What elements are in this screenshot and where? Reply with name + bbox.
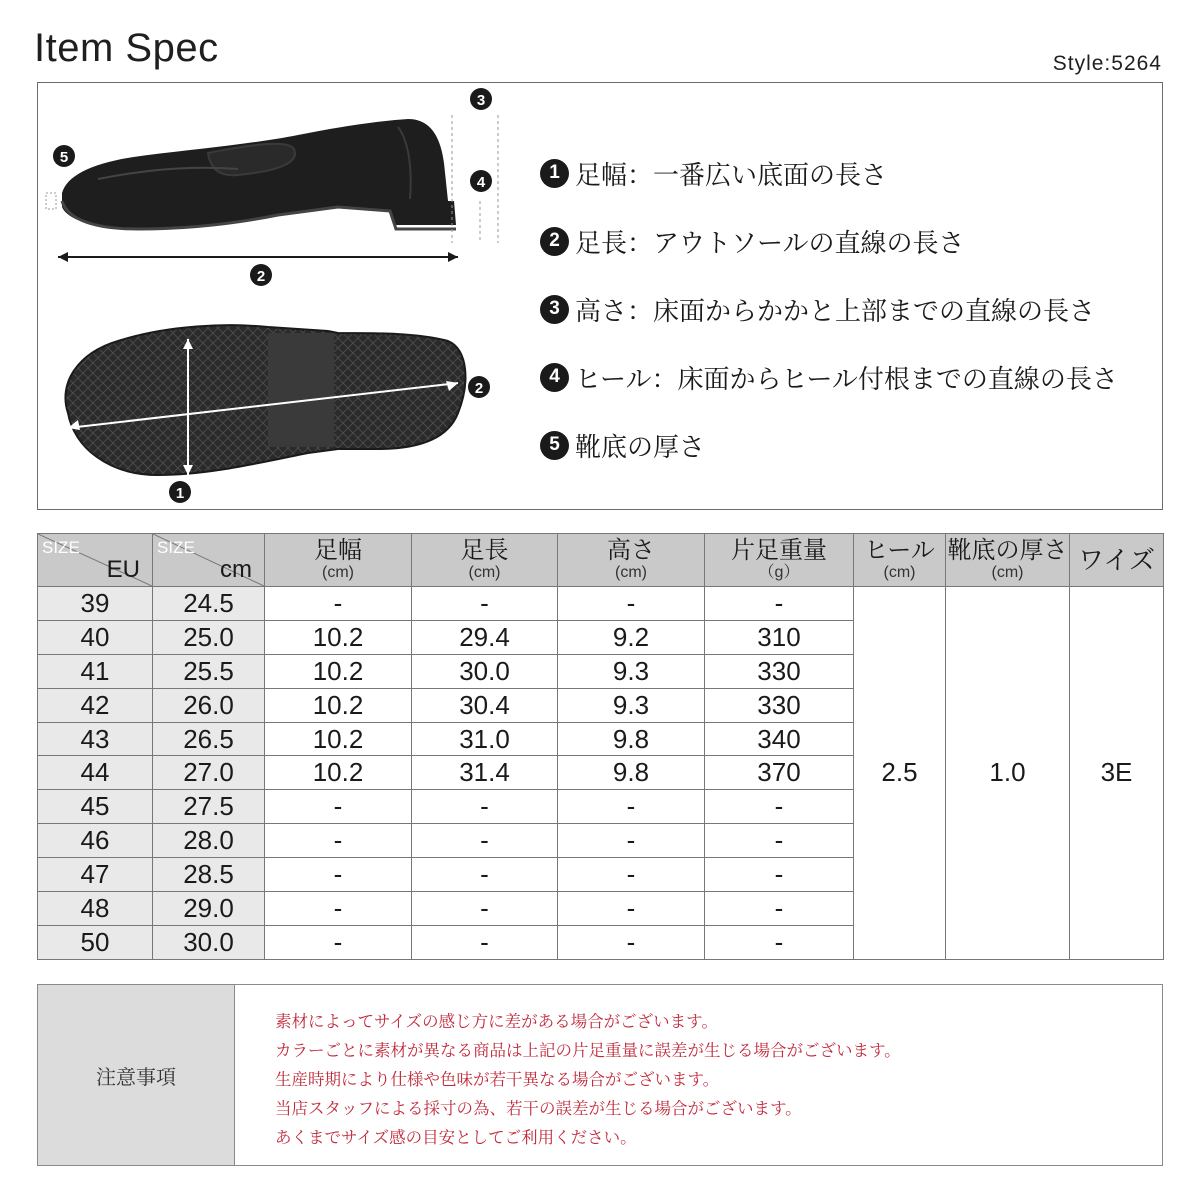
cell-eu: 43 xyxy=(38,722,153,756)
definition-2 xyxy=(540,207,1160,275)
definition-text: 高さ：床面からかかと上部までの直線の長さ xyxy=(575,296,1096,327)
cell-eu: 42 xyxy=(38,688,153,722)
marker-5 xyxy=(53,145,75,167)
size-table xyxy=(37,533,1164,960)
number-badge: 5 xyxy=(540,431,569,460)
cell-length: 31.4 xyxy=(412,756,558,790)
header-heel: ヒール (cm) xyxy=(854,534,946,587)
cell-width: - xyxy=(265,925,412,959)
definition-4 xyxy=(540,343,1160,411)
cell-length: - xyxy=(412,790,558,824)
cell-length: 31.0 xyxy=(412,722,558,756)
eu-label: EU xyxy=(106,556,140,583)
cell-length: - xyxy=(412,858,558,892)
cell-cm: 30.0 xyxy=(153,925,265,959)
cell-width: - xyxy=(265,790,412,824)
header-length: 足長 (cm) xyxy=(412,534,558,587)
cell-weight: 370 xyxy=(705,756,854,790)
cell-eu: 44 xyxy=(38,756,153,790)
cell-height: 9.3 xyxy=(558,688,705,722)
cell-sole-thickness: 1.0 xyxy=(946,587,1070,960)
header-size-eu xyxy=(38,534,153,587)
cell-weight: - xyxy=(705,858,854,892)
cell-eu: 50 xyxy=(38,925,153,959)
cell-length: - xyxy=(412,892,558,926)
cell-width: - xyxy=(265,892,412,926)
cell-cm: 25.0 xyxy=(153,620,265,654)
cell-weight: 330 xyxy=(705,688,854,722)
definition-5 xyxy=(540,411,1160,479)
cell-wise: 3E xyxy=(1070,587,1164,960)
cell-width: - xyxy=(265,824,412,858)
cell-eu: 40 xyxy=(38,620,153,654)
cell-cm: 28.0 xyxy=(153,824,265,858)
marker-4 xyxy=(470,170,492,192)
header-height: 高さ (cm) xyxy=(558,534,705,587)
note-line: 当店スタッフによる採寸の為、若干の誤差が生じる場合がございます。 xyxy=(275,1099,802,1118)
cell-cm: 24.5 xyxy=(153,587,265,621)
note-line: 生産時期により仕様や色味が若干異なる場合がございます。 xyxy=(275,1070,720,1089)
number-badge: 1 xyxy=(540,159,569,188)
spec-diagram-panel xyxy=(37,82,1163,510)
cell-cm: 25.5 xyxy=(153,654,265,688)
cell-weight: 330 xyxy=(705,654,854,688)
svg-text:2: 2 xyxy=(256,268,266,285)
cell-cm: 27.5 xyxy=(153,790,265,824)
marker-3 xyxy=(470,88,492,110)
measurement-definitions xyxy=(540,139,1160,479)
number-badge: 3 xyxy=(540,295,569,324)
cell-heel: 2.5 xyxy=(854,587,946,960)
cell-eu: 39 xyxy=(38,587,153,621)
shoe-side-view xyxy=(59,119,456,229)
cell-height: 9.2 xyxy=(558,620,705,654)
svg-text:1: 1 xyxy=(175,485,185,502)
shoe-sole-view xyxy=(65,325,465,475)
definition-text: 靴底の厚さ xyxy=(575,432,706,463)
cell-weight: - xyxy=(705,790,854,824)
table-row xyxy=(38,587,1164,621)
header-width: 足幅 (cm) xyxy=(265,534,412,587)
cell-length: - xyxy=(412,925,558,959)
svg-text:4: 4 xyxy=(476,174,486,191)
definition-1 xyxy=(540,139,1160,207)
cell-weight: - xyxy=(705,925,854,959)
cell-cm: 26.0 xyxy=(153,688,265,722)
header-sole-thickness: 靴底の厚さ (cm) xyxy=(946,534,1070,587)
header-weight: 片足重量 （g） xyxy=(705,534,854,587)
cell-length: 30.4 xyxy=(412,688,558,722)
cell-height: - xyxy=(558,892,705,926)
notes-label: 注意事項 xyxy=(38,985,235,1165)
cell-height: - xyxy=(558,858,705,892)
cell-cm: 26.5 xyxy=(153,722,265,756)
number-badge: 2 xyxy=(540,227,569,256)
cell-height: 9.3 xyxy=(558,654,705,688)
note-line: 素材によってサイズの感じ方に差がある場合がございます。 xyxy=(275,1012,718,1031)
marker-1 xyxy=(169,481,191,503)
svg-text:2: 2 xyxy=(474,380,484,397)
cell-weight: - xyxy=(705,824,854,858)
cell-height: 9.8 xyxy=(558,756,705,790)
cell-weight: - xyxy=(705,587,854,621)
marker-2-sole xyxy=(468,376,490,398)
cell-eu: 47 xyxy=(38,858,153,892)
cell-length: 29.4 xyxy=(412,620,558,654)
cell-cm: 28.5 xyxy=(153,858,265,892)
page-title: Item Spec xyxy=(34,26,219,70)
definition-3 xyxy=(540,275,1160,343)
cell-width: 10.2 xyxy=(265,688,412,722)
cell-width: - xyxy=(265,587,412,621)
cell-height: - xyxy=(558,587,705,621)
cell-eu: 46 xyxy=(38,824,153,858)
cell-cm: 27.0 xyxy=(153,756,265,790)
cell-length: 30.0 xyxy=(412,654,558,688)
cell-width: - xyxy=(265,858,412,892)
definition-text: 足長：アウトソールの直線の長さ xyxy=(575,228,965,259)
note-line: カラーごとに素材が異なる商品は上記の片足重量に誤差が生じる場合がございます。 xyxy=(275,1041,901,1060)
size-label: SIZE xyxy=(42,538,80,557)
style-code: Style:5264 xyxy=(1052,52,1162,75)
cell-eu: 45 xyxy=(38,790,153,824)
cell-width: 10.2 xyxy=(265,654,412,688)
number-badge: 4 xyxy=(540,363,569,392)
note-line: あくまでサイズ感の目安としてご利用ください。 xyxy=(275,1128,637,1147)
cell-eu: 48 xyxy=(38,892,153,926)
cell-height: 9.8 xyxy=(558,722,705,756)
cell-height: - xyxy=(558,925,705,959)
cell-weight: - xyxy=(705,892,854,926)
definition-text: ヒール：床面からヒール付根までの直線の長さ xyxy=(575,364,1118,395)
cell-width: 10.2 xyxy=(265,722,412,756)
cell-weight: 310 xyxy=(705,620,854,654)
svg-text:5: 5 xyxy=(59,149,69,166)
cm-label: cm xyxy=(220,556,252,583)
cell-width: 10.2 xyxy=(265,620,412,654)
notes-body xyxy=(235,985,901,1165)
cell-width: 10.2 xyxy=(265,756,412,790)
cell-length: - xyxy=(412,824,558,858)
size-label: SIZE xyxy=(157,538,195,557)
marker-2-side xyxy=(250,264,272,286)
header-wise: ワイズ xyxy=(1070,534,1164,587)
cell-length: - xyxy=(412,587,558,621)
notes-panel xyxy=(37,984,1163,1166)
cell-eu: 41 xyxy=(38,654,153,688)
cell-cm: 29.0 xyxy=(153,892,265,926)
header-size-cm xyxy=(153,534,265,587)
cell-height: - xyxy=(558,790,705,824)
definition-text: 足幅：一番広い底面の長さ xyxy=(575,160,888,191)
cell-weight: 340 xyxy=(705,722,854,756)
cell-height: - xyxy=(558,824,705,858)
svg-text:3: 3 xyxy=(476,92,486,109)
